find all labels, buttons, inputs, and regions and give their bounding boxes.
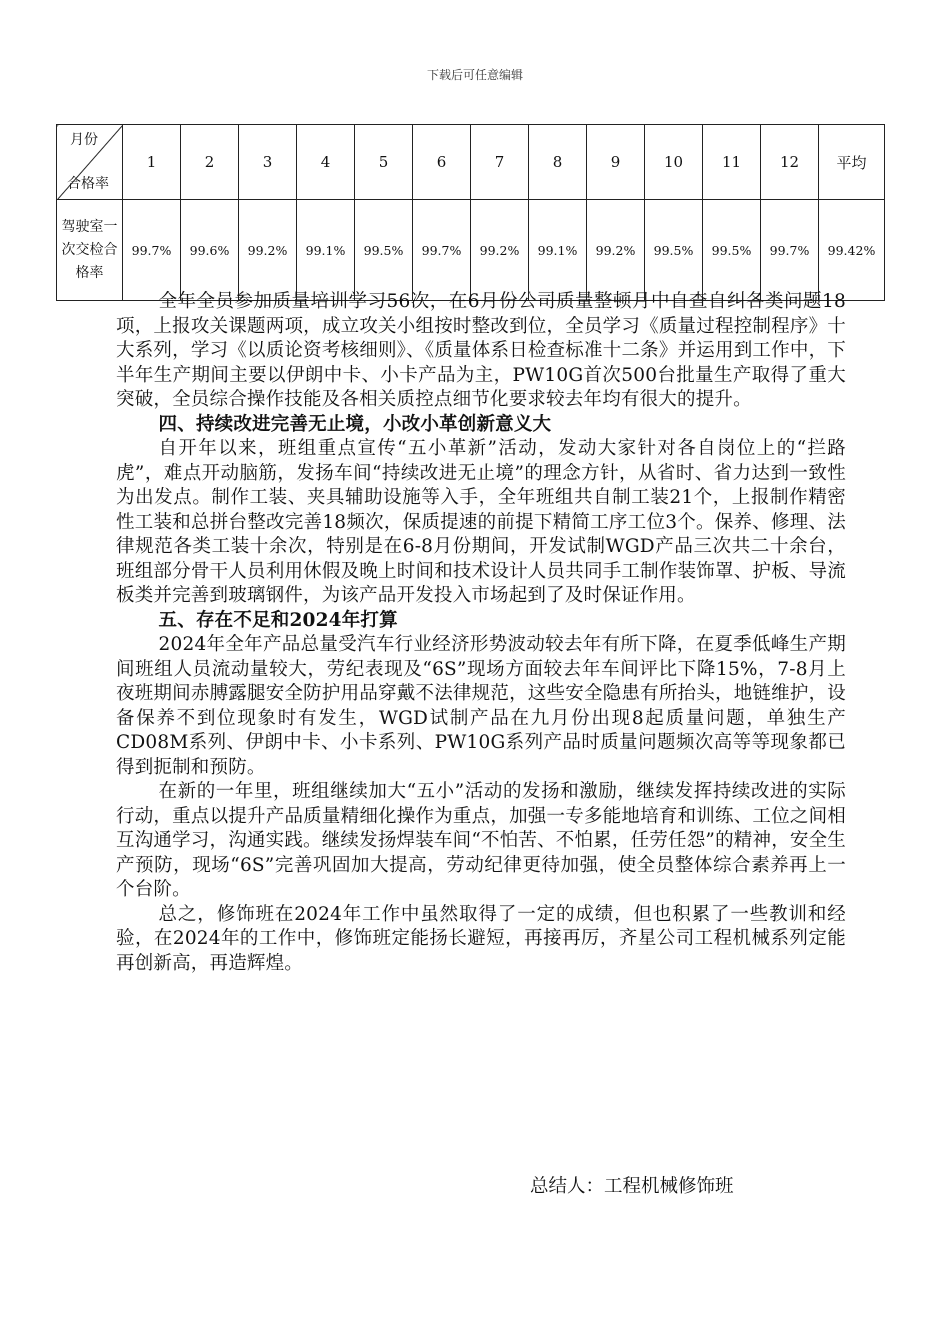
rate-cell: 99.1% [297,200,355,301]
paragraph-training: 全年全员参加质量培训学习56次，在6月份公司质量整顿月中自查自纠各类问题18项，上报攻关课题两项，成立攻关小组按时整改到位，全员学习《质量过程控制程序》十大系列，学习《以质论资考核细则》、《质量体系日检查标准十二条》并运用到工作中，下半年生产期间主要以伊朗中卡、小卡产品为主，PW10G首次500台批量生产取得了重大突破，全员综合操作技能及各相关质控点细节化要求较去年均有很大的提升。 [116,291,846,410]
rate-cell: 99.2% [587,200,645,301]
paragraph-new-year: 在新的一年里，班组继续加大“五小”活动的发扬和激励，继续发挥持续改进的实际行动，重点以提升产品质量精细化操作为重点，加强一专多能地培育和训练、工位之间相互沟通学习，沟通实践。继续发扬焊装车间“不怕苦、不怕累，任劳任怨”的精神，安全生产预防，现场“6S”完善巩固加大提高，劳动纪律更待加强，使全员整体综合素养再上一个台阶。 [116,781,846,900]
month-header: 2 [181,125,239,200]
quality-rate-table [56,124,885,301]
rate-cell: 99.2% [471,200,529,301]
signature: 总结人：工程机械修饰班 [530,1176,734,1197]
table-header-row [57,125,885,200]
month-header: 6 [413,125,471,200]
rate-cell: 99.5% [355,200,413,301]
paragraph-improvement: 自开年以来，班组重点宣传“五小革新”活动，发动大家针对各自岗位上的“拦路虎”，难点开动脑筋，发扬车间“持续改进无止境”的理念方针，从省时、省力达到一致性为出发点。制作工装、夹具辅助设施等入手，全年班组共自制工装21个，上报制作精密性工装和总拼台整改完善18频次，保质提速的前提下精简工序工位3个。保养、修理、法律规范各类工装十余次，特别是在6-8月份期间，开发试制WGD产品三次共二十余台，班组部分骨干人员利用休假及晚上时间和技术设计人员共同手工制作装饰罩、护板、导流板类并完善到玻璃钢件，为该产品开发投入市场起到了及时保证作用。 [116,438,847,606]
rate-cell: 99.5% [703,200,761,301]
month-header: 4 [297,125,355,200]
rate-cell: 99.5% [645,200,703,301]
rate-cell: 99.6% [181,200,239,301]
corner-label-month: 月份 [70,132,98,148]
corner-label-rate: 合格率 [67,176,109,192]
month-header: 7 [471,125,529,200]
page-header: 下载后可任意编辑 [426,68,523,82]
month-header: 12 [761,125,819,200]
paragraph-shortcomings: 2024年全年产品总量受汽车行业经济形势波动较去年有所下降，在夏季低峰生产期间班组人员流动量较大，劳纪表现及“6S”现场方面较去年车间评比下降15%，7-8月上夜班期间赤膊露腿安全防护用品穿戴不法律规范，这些安全隐患有所抬头，地链维护，设备保养不到位现象时有发生，WGD试制产品在九月份出现8起质量问题，单独生产CD08M系列、伊朗中卡、小卡系列、PW10G系列产品时质量问题频次高等等现象都已得到扼制和预防。 [116,634,846,778]
month-header: 3 [239,125,297,200]
report-body [116,290,846,976]
month-header: 11 [703,125,761,200]
month-header: 10 [645,125,703,200]
rate-cell: 99.7% [413,200,471,301]
month-header: 8 [529,125,587,200]
rate-cell: 99.2% [239,200,297,301]
rate-cell: 99.7% [123,200,181,301]
section-heading-5: 五、存在不足和2024年打算 [158,609,398,631]
table-row [57,200,885,301]
rate-cell: 99.1% [529,200,587,301]
rate-cell: 99.7% [761,200,819,301]
section-heading-4: 四、持续改进完善无止境，小改小革创新意义大 [158,413,552,435]
average-header: 平均 [819,125,885,200]
table-corner-cell [57,125,123,200]
average-cell: 99.42% [819,200,885,301]
row-label: 驾驶室一次交检合格率 [57,200,123,301]
month-header: 9 [587,125,645,200]
paragraph-conclusion: 总之，修饰班在2024年工作中虽然取得了一定的成绩，但也积累了一些教训和经验，在2024年的工作中，修饰班定能扬长避短，再接再厉，齐星公司工程机械系列定能再创新高，再造辉煌。 [116,903,846,974]
month-header: 5 [355,125,413,200]
month-header: 1 [123,125,181,200]
